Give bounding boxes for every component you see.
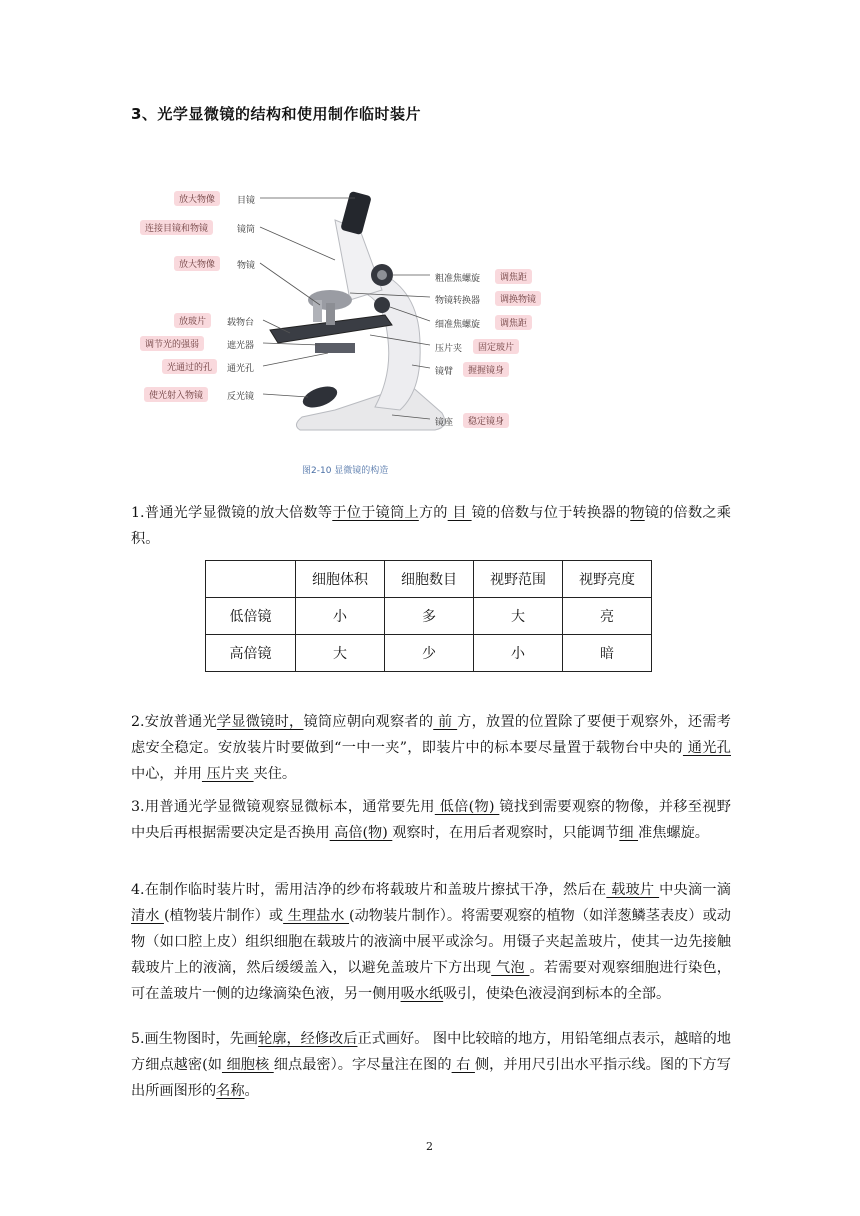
label-function-fine-focus: 调焦距: [495, 315, 532, 330]
label-function-tube: 连接目镜和物镜: [140, 220, 213, 235]
table-cell: 少: [385, 635, 474, 672]
p5-answer-right: 右: [451, 1057, 475, 1073]
p4-text: 吸引，使染色液浸润到标本的全部。: [443, 986, 671, 1002]
p2-text: 方，放置的位置除了要便于观察外，还需考虑安全稳定。安放装片时要做到“一中一夹”，即装片中的标本要尽量置于载物台中央的: [131, 714, 731, 756]
label-part-stage-clip: 压片夹: [435, 344, 463, 354]
p2-text: 镜筒应朝向观察者的: [303, 714, 434, 730]
p5-underline: 轮廓，经修改后: [258, 1031, 358, 1047]
p2-answer-front: 前: [433, 714, 458, 730]
table-cell: 暗: [563, 635, 652, 672]
label-part-objective: 物镜: [237, 261, 256, 271]
p1-text: 镜的倍数之乘积。: [131, 505, 731, 547]
p4-answer-saline: 生理盐水: [283, 908, 350, 924]
p4-text: 中央滴一滴: [659, 882, 731, 898]
table-cell: 小: [296, 598, 385, 635]
p5-text: 侧，并用尺引出水平指示线。图的下方写出所画图形的: [131, 1057, 731, 1099]
table-cell: 高倍镜: [206, 635, 296, 672]
p5-text: 5.画生物图时，先画: [131, 1031, 259, 1047]
label-function-aperture: 光通过的孔: [162, 359, 217, 374]
paragraph-5: [131, 1026, 731, 1104]
paragraph-2: [131, 709, 731, 787]
label-part-nosepiece: 物镜转换器: [435, 296, 481, 306]
p3-answer-low-power: 低倍(物): [434, 799, 500, 815]
label-function-arm: 握握镜身: [463, 362, 509, 377]
p2-text: 夹住。: [253, 766, 297, 782]
label-part-tube: 镜筒: [237, 225, 256, 235]
p1-underline: 于位于镜筒上: [332, 505, 419, 521]
p4-text: (动物装片制作）。将需要观察的植物（如洋葱鳞茎表皮）或动物（如口腔上皮）组织细胞在载玻片的液滴中展平或涂匀。用镊子夹起盖玻片，使其一边先接触载玻片上的液滴，然后缓缓盖入，以避免盖玻片下方出现: [131, 908, 731, 976]
p5-text: 细点最密）。字尽量注在图的: [273, 1057, 452, 1073]
label-part-mirror: 反光镜: [227, 392, 255, 402]
table-header-cell: 细胞体积: [296, 561, 385, 598]
p1-answer-eyepiece: 目: [447, 505, 472, 521]
label-part-fine-focus: 细准焦螺旋: [435, 320, 481, 330]
p1-text: 镜的倍数与位于转换器的: [471, 505, 631, 521]
p1-underline: 物: [630, 505, 645, 521]
table-cell: 低倍镜: [206, 598, 296, 635]
p5-answer-name: 名称: [216, 1083, 245, 1099]
page-number: 2: [426, 1140, 433, 1153]
section-title: 3、光学显微镜的结构和使用制作临时装片: [131, 105, 421, 123]
p4-answer-slide: 载玻片: [606, 882, 660, 898]
p2-underline: 学显微镜时，: [216, 714, 304, 730]
p4-answer-blotting-paper: 吸水纸: [400, 986, 444, 1002]
p4-answer-water: 清水: [131, 908, 164, 924]
table-cell: 多: [385, 598, 474, 635]
p3-text: 观察时，在用后者观察时，只能调节: [392, 825, 620, 841]
p3-text: 准焦螺旋。: [638, 825, 709, 841]
p1-text: 1.普通光学显微镜的放大倍数等: [131, 505, 333, 521]
p2-answer-stage-clip: 压片夹: [201, 766, 254, 782]
table-header-cell: [206, 561, 296, 598]
table-header-cell: 细胞数目: [385, 561, 474, 598]
table-cell: 大: [474, 598, 563, 635]
label-function-eyepiece: 放大物像: [174, 191, 220, 206]
label-function-mirror: 使光射入物镜: [144, 387, 208, 402]
p5-text: 正式画好。 图中比较暗的地方，用铅笔细点表示，越暗的地方细点越密(如: [131, 1031, 731, 1073]
table-header-row: [206, 561, 652, 598]
paragraph-1: [131, 500, 731, 552]
table-row: [206, 635, 652, 672]
p2-text: 中心，并用: [131, 766, 202, 782]
p5-answer-nucleus: 细胞核: [221, 1057, 274, 1073]
table-row: [206, 598, 652, 635]
p1-text: 方的: [418, 505, 448, 521]
paragraph-3: [131, 794, 731, 846]
table-cell: 大: [296, 635, 385, 672]
label-part-coarse-focus: 粗准焦螺旋: [435, 274, 481, 284]
p4-text: (植物装片制作）或: [163, 908, 284, 924]
p3-answer-high-power: 高倍(物): [329, 825, 393, 841]
label-function-objective: 放大物像: [174, 256, 220, 271]
p2-text: 2.安放普通光: [131, 714, 217, 730]
paragraph-4: [131, 877, 731, 1007]
label-function-base: 稳定镜身: [463, 413, 509, 428]
table-cell: 小: [474, 635, 563, 672]
figure-caption: 图2-10 显微镜的构造: [302, 466, 389, 476]
table-header-cell: 视野亮度: [563, 561, 652, 598]
p3-text: 镜找到需要观察的物像，并移至视野中央后再根据需要决定是否换用: [131, 799, 731, 841]
label-part-diaphragm: 遮光器: [227, 341, 255, 351]
label-part-aperture: 通光孔: [227, 364, 255, 374]
microscope-figure: [130, 175, 550, 480]
table-cell: 亮: [563, 598, 652, 635]
p3-text: 3.用普通光学显微镜观察显微标本，通常要先用: [131, 799, 435, 815]
label-part-stage: 载物台: [227, 318, 255, 328]
label-function-diaphragm: 调节光的强弱: [140, 336, 204, 351]
label-part-arm: 镜臂: [435, 367, 454, 377]
label-function-stage: 放玻片: [174, 313, 211, 328]
p4-answer-bubble: 气泡: [491, 960, 530, 976]
label-part-base: 镜座: [435, 418, 454, 428]
p2-answer-aperture: 通光孔: [682, 740, 731, 756]
label-function-stage-clip: 固定玻片: [473, 339, 519, 354]
p4-text: 。若需要对观察细胞进行染色，可在盖玻片一侧的边缘滴染色液，另一侧用: [131, 960, 731, 1002]
p3-answer-fine: 细: [619, 825, 639, 841]
p5-text: 。: [244, 1083, 259, 1099]
label-function-coarse-focus: 调焦距: [495, 269, 532, 284]
label-part-eyepiece: 目镜: [237, 196, 256, 206]
p4-text: 4.在制作临时装片时，需用洁净的纱布将载玻片和盖玻片擦拭干净，然后在: [131, 882, 607, 898]
label-function-nosepiece: 调换物镜: [495, 291, 541, 306]
magnification-comparison-table: [205, 560, 652, 672]
table-header-cell: 视野范围: [474, 561, 563, 598]
